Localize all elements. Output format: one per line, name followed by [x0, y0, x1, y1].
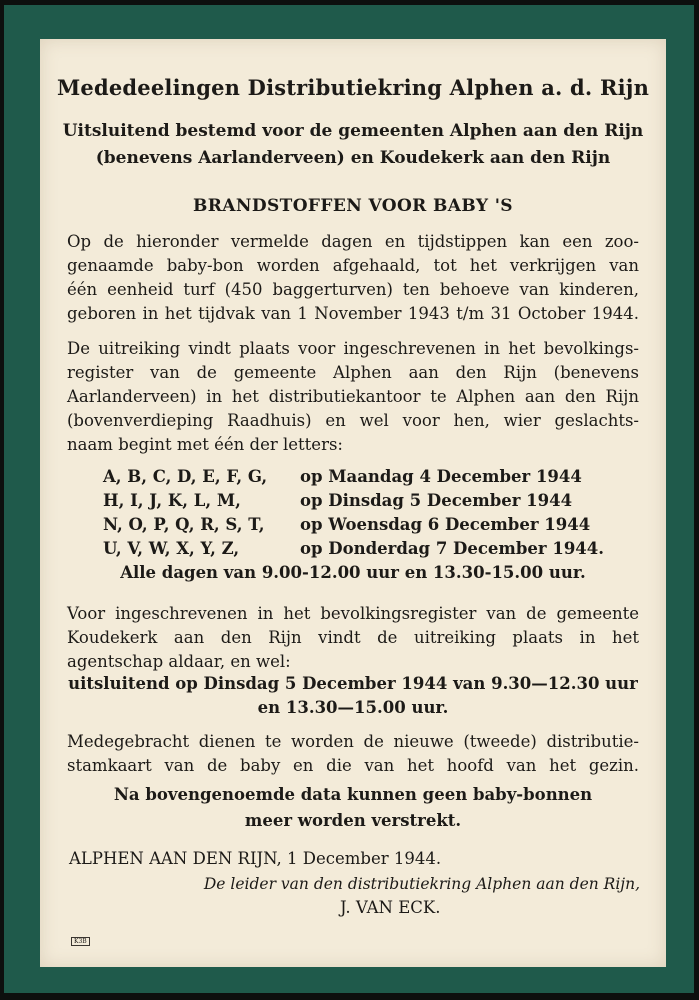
- koudekerk-date-line: uitsluitend op Dinsdag 5 December 1944 van 9.30—12.30 uur: [68, 674, 638, 693]
- schedule-day: op Dinsdag 5 December 1944: [300, 491, 573, 510]
- paragraph-line: Voor ingeschrevenen in het bevolkingsregister van de gemeente: [67, 604, 639, 623]
- paragraph-alphen: [67, 337, 639, 457]
- final-notice-line-2: meer worden verstrekt.: [244, 811, 462, 830]
- koudekerk-time-line: en 13.30—15.00 uur.: [257, 698, 449, 717]
- paragraph-line: stamkaart van de baby en die van het hoofd van het gezin.: [67, 756, 639, 775]
- schedule-row: [103, 537, 604, 561]
- paragraph-line: één eenheid turf (450 baggerturven) ten behoeve van kinderen,: [67, 280, 639, 299]
- paragraph-koudekerk: [67, 602, 639, 674]
- printer-mark: K3B: [71, 937, 90, 946]
- schedule-letters: N, O, P, Q, R, S, T,: [103, 515, 265, 534]
- paragraph-line: genaamde baby-bon worden afgehaald, tot het verkrijgen van: [67, 256, 639, 275]
- subtitle-line-1: Uitsluitend bestemd voor de gemeenten Alphen aan den Rijn: [62, 121, 644, 141]
- schedule-day: op Maandag 4 December 1944: [300, 467, 582, 486]
- place-date: ALPHEN AAN DEN RIJN, 1 December 1944.: [69, 849, 442, 868]
- schedule-row: [103, 465, 604, 489]
- final-notice-line-1: Na bovengenoemde data kunnen geen baby-bonnen: [113, 785, 593, 804]
- schedule-letters: H, I, J, K, L, M,: [103, 491, 241, 510]
- schedule-day: op Donderdag 7 December 1944.: [300, 539, 605, 558]
- schedule-row: [103, 513, 604, 537]
- paragraph-line: geboren in het tijdvak van 1 November 1943 t/m 31 October 1944.: [67, 304, 639, 323]
- paragraph-line: De uitreiking vindt plaats voor ingeschrevenen in het bevolkings-: [67, 339, 639, 358]
- schedule-row: [103, 489, 604, 513]
- leader-title: De leider van den distributiekring Alphen aan den Rijn,: [203, 875, 640, 893]
- poster-title: Mededeelingen Distributiekring Alphen a. d. Rijn: [56, 75, 650, 100]
- poster-sheet: [40, 39, 666, 967]
- paragraph-intro: [67, 230, 639, 326]
- paragraph-line: (bovenverdieping Raadhuis) en wel voor hen, wier geslachts-: [67, 411, 639, 430]
- paragraph-line: naam begint met één der letters:: [67, 435, 343, 454]
- hours-line: Alle dagen van 9.00-12.00 uur en 13.30-15.00 uur.: [120, 563, 586, 582]
- schedule-list: [103, 465, 604, 561]
- paragraph-documents: [67, 730, 639, 778]
- subtitle-line-2: (benevens Aarlanderveen) en Koudekerk aan den Rijn: [95, 148, 611, 168]
- paragraph-line: Op de hieronder vermelde dagen en tijdstippen kan een zoo-: [67, 232, 639, 251]
- paragraph-line: register van de gemeente Alphen aan den Rijn (benevens: [67, 363, 639, 382]
- section-heading: BRANDSTOFFEN VOOR BABY 'S: [193, 196, 513, 216]
- signatory-name: J. VAN ECK.: [340, 898, 441, 917]
- schedule-letters: U, V, W, X, Y, Z,: [103, 539, 240, 558]
- paragraph-line: Koudekerk aan den Rijn vindt de uitreiking plaats in het: [67, 628, 639, 647]
- schedule-letters: A, B, C, D, E, F, G,: [103, 467, 268, 486]
- green-mount-board: [4, 5, 694, 993]
- schedule-day: op Woensdag 6 December 1944: [300, 515, 591, 534]
- paragraph-line: agentschap aldaar, en wel:: [67, 652, 291, 671]
- paragraph-line: Medegebracht dienen te worden de nieuwe (tweede) distributie-: [67, 732, 639, 751]
- paragraph-line: Aarlanderveen) in het distributiekantoor te Alphen aan den Rijn: [67, 387, 639, 406]
